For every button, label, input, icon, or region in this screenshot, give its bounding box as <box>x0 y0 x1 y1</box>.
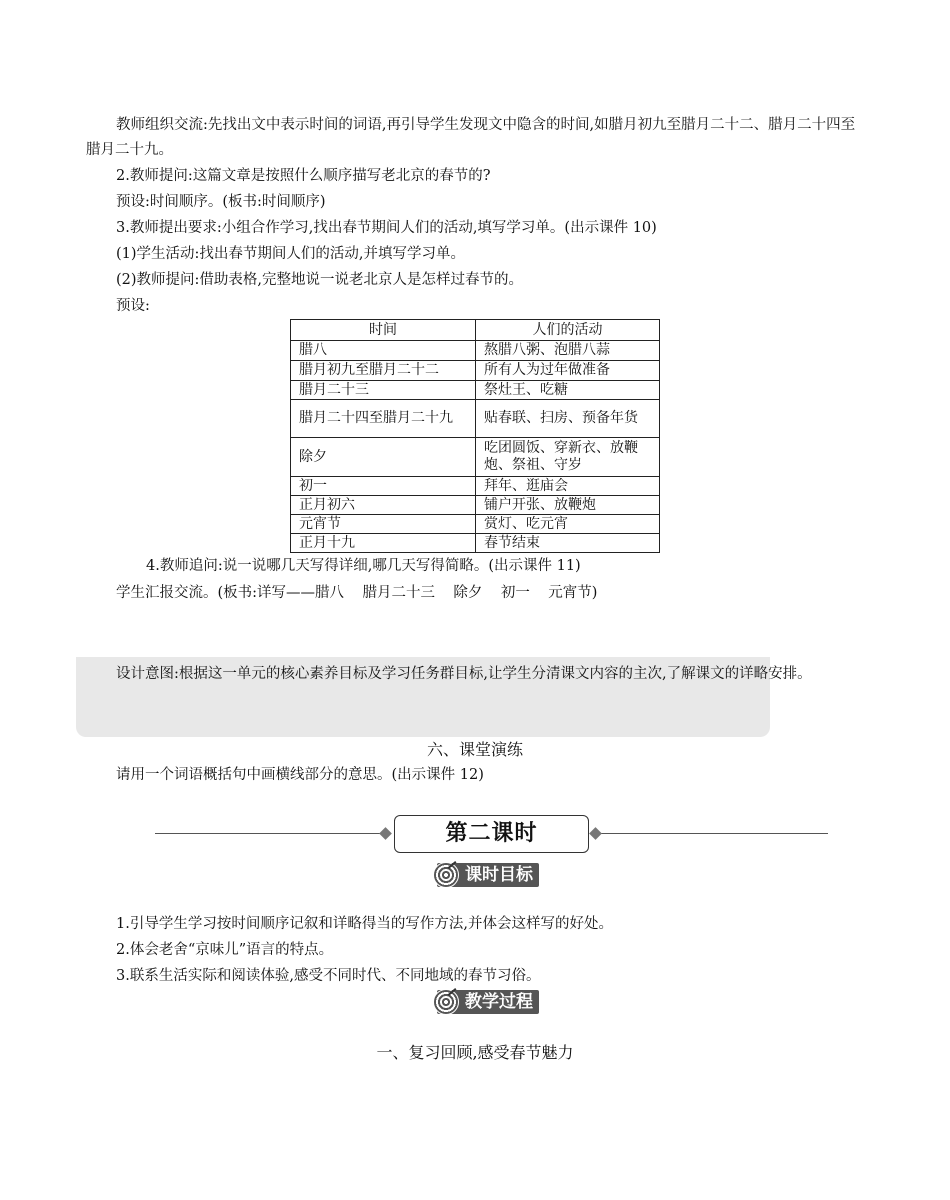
paragraph-text: 教师组织交流:先找出文中表示时间的词语,再引导学生发现文中隐含的时间,如腊月初九至腊月二十二、腊月二十四至腊月二十九。 <box>86 117 856 158</box>
table-row <box>291 496 660 515</box>
design-intent-content: 设计意图:根据这一单元的核心素养目标及学习任务群目标,让学生分清课文内容的主次,了解课文的详略安排。 <box>116 666 812 682</box>
goal-item: 1.引导学生学习按时间顺序记叙和详略得当的写作方法,并体会这样写的好处。 <box>116 916 613 932</box>
cell-time: 腊月二十三 <box>291 381 476 400</box>
target-icon <box>433 989 459 1015</box>
cell-activity: 拜年、逛庙会 <box>476 477 660 496</box>
cell-time: 正月十九 <box>291 534 476 553</box>
table-row <box>291 515 660 534</box>
table-row <box>291 400 660 438</box>
table-row <box>291 381 660 400</box>
table-header-row <box>291 320 660 341</box>
table-row <box>291 534 660 553</box>
cell-activity: 铺户开张、放鞭炮 <box>476 496 660 515</box>
cell-activity: 吃团圆饭、穿新衣、放鞭炮、祭祖、守岁 <box>476 438 660 477</box>
table-row <box>291 361 660 381</box>
target-icon <box>433 862 459 888</box>
cell-activity: 贴春联、扫房、预备年货 <box>476 400 660 438</box>
paragraph-preset-label: 预设: <box>116 298 150 314</box>
cell-activity: 所有人为过年做准备 <box>476 361 660 381</box>
cell-time: 初一 <box>291 477 476 496</box>
cell-activity: 熬腊八粥、泡腊八蒜 <box>476 341 660 361</box>
paragraph-student-report: 学生汇报交流。(板书:详写——腊八 腊月二十三 除夕 初一 元宵节) <box>116 585 598 601</box>
goal-item: 3.联系生活实际和阅读体验,感受不同时代、不同地域的春节习俗。 <box>116 968 541 984</box>
header-time: 时间 <box>291 320 476 341</box>
cell-time: 腊月二十四至腊月二十九 <box>291 400 476 438</box>
cell-activity: 赏灯、吃元宵 <box>476 515 660 534</box>
paragraph-teacher-question-table: (2)教师提问:借助表格,完整地说一说老北京人是怎样过春节的。 <box>116 272 524 288</box>
teaching-process-tag <box>437 990 539 1014</box>
design-intent-text <box>86 660 861 688</box>
banner-rule-right <box>598 833 828 834</box>
table-row <box>291 477 660 496</box>
banner-rule-left <box>155 833 385 834</box>
cell-activity: 祭灶王、吃糖 <box>476 381 660 400</box>
lesson-goals-tag <box>437 863 539 887</box>
paragraph-find-time-words <box>86 113 861 163</box>
activity-table <box>290 319 660 553</box>
lesson-two-banner: 第二课时 <box>394 815 589 853</box>
table-row <box>291 341 660 361</box>
banner-diamond-right <box>589 827 602 840</box>
paragraph-student-activity: (1)学生活动:找出春节期间人们的活动,并填写学习单。 <box>116 246 466 262</box>
teaching-process-label: 教学过程 <box>465 992 533 1012</box>
paragraph-class-practice: 请用一个词语概括句中画横线部分的意思。(出示课件 12) <box>116 767 484 783</box>
lesson-goals-label: 课时目标 <box>465 865 533 885</box>
cell-activity: 春节结束 <box>476 534 660 553</box>
section-six-title: 六、课堂演练 <box>426 740 523 759</box>
section-review-title: 一、复习回顾,感受春节魅力 <box>376 1043 574 1062</box>
table-row <box>291 438 660 477</box>
goal-item: 2.体会老舍“京味儿”语言的特点。 <box>116 942 334 958</box>
cell-time: 元宵节 <box>291 515 476 534</box>
paragraph-teacher-question-order: 2.教师提问:这篇文章是按照什么顺序描写老北京的春节的? <box>116 168 491 184</box>
cell-time: 正月初六 <box>291 496 476 515</box>
banner-diamond-left <box>379 827 392 840</box>
cell-time: 腊八 <box>291 341 476 361</box>
cell-time: 除夕 <box>291 438 476 477</box>
paragraph-teacher-follow-up: 4.教师追问:说一说哪几天写得详细,哪几天写得简略。(出示课件 11) <box>146 558 581 574</box>
header-activity: 人们的活动 <box>476 320 660 341</box>
cell-time: 腊月初九至腊月二十二 <box>291 361 476 381</box>
paragraph-teacher-requirement: 3.教师提出要求:小组合作学习,找出春节期间人们的活动,填写学习单。(出示课件 10) <box>116 220 657 236</box>
paragraph-preset-time-order: 预设:时间顺序。(板书:时间顺序) <box>116 194 326 210</box>
